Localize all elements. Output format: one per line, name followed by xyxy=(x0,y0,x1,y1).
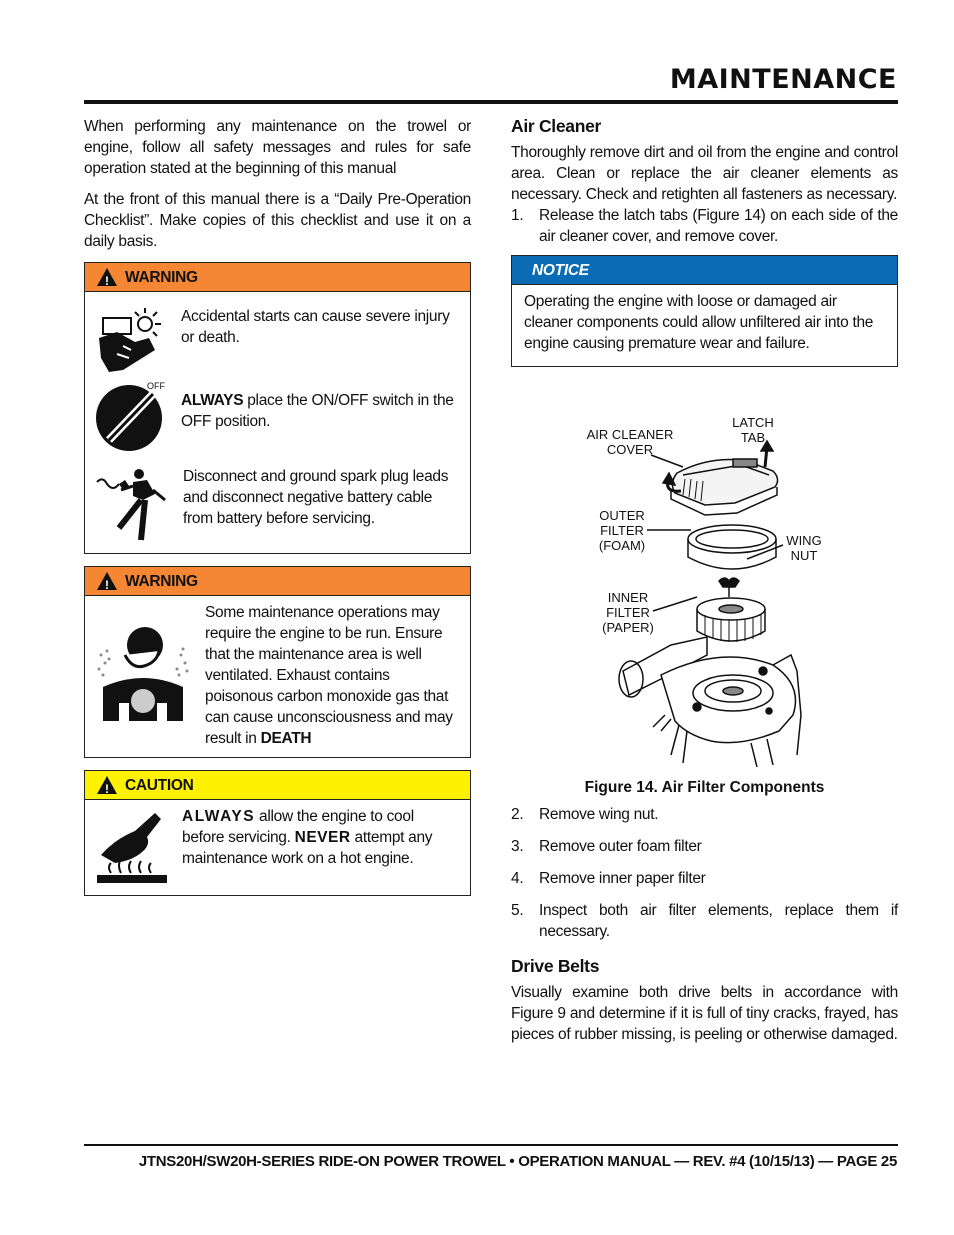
list-item: 2. Remove wing nut. xyxy=(511,806,659,823)
label-wing-nut: WING NUT xyxy=(786,533,822,563)
warning-box-accidental-start xyxy=(84,262,471,554)
caution-header xyxy=(85,771,470,800)
warning-triangle-icon: ! xyxy=(97,268,117,286)
warning-label: WARNING xyxy=(125,572,198,590)
warning-switch-off-text: ALWAYS place the ON/OFF switch in the OFF position. xyxy=(181,392,454,430)
figure-caption: Figure 14. Air Filter Components xyxy=(584,779,825,796)
page-footer: JTNS20H/SW20H-SERIES RIDE-ON POWER TROWEL • OPERATION MANUAL — REV. #4 (10/15/13) — PAGE 25 xyxy=(138,1153,897,1170)
warning-disconnect-text: Disconnect and ground spark plug leads and disconnect negative battery cable from battery before servicing. xyxy=(183,468,449,527)
right-column xyxy=(511,116,898,1045)
air-filter-diagram xyxy=(511,375,898,775)
list-item: 5. Inspect both air filter elements, replace them if necessary. xyxy=(511,902,898,940)
list-item: 4. Remove inner paper filter xyxy=(511,870,706,887)
carbon-monoxide-icon xyxy=(95,625,191,725)
drive-belts-heading: Drive Belts xyxy=(511,956,600,976)
notice-text: Operating the engine with loose or damaged air cleaner components could allow unfiltered air into the engine causing premature wear and failure. xyxy=(524,293,874,352)
spark-plug-disconnect-icon xyxy=(93,466,171,542)
air-cleaner-paragraph: Thoroughly remove dirt and oil from the engine and control area. Clean or replace the air cleaner elements as necessary. Check and retighten all fasteners as necessary. xyxy=(511,144,898,203)
caution-hot-engine-text: ALWAYS allow the engine to cool before servicing. NEVER attempt any maintenance work on a hot engine. xyxy=(182,808,433,867)
warning-triangle-icon: ! xyxy=(97,572,117,590)
accidental-start-icon xyxy=(95,298,165,374)
label-air-cleaner-cover: AIR CLEANER COVER xyxy=(586,427,674,457)
warning-box-exhaust xyxy=(84,566,471,758)
top-rule xyxy=(84,100,898,104)
air-cleaner-heading: Air Cleaner xyxy=(511,116,602,136)
caution-triangle-icon: ! xyxy=(97,776,117,794)
intro-paragraph-2: At the front of this manual there is a “Daily Pre-Operation Checklist”. Make copies of this checklist and use it on a daily basis. xyxy=(84,191,471,250)
air-cleaner-step-list xyxy=(511,205,898,247)
bottom-rule xyxy=(84,1144,898,1146)
list-item: 3. Remove outer foam filter xyxy=(511,838,702,855)
notice-header: NOTICE xyxy=(512,256,897,285)
caution-box-hot-engine xyxy=(84,770,471,896)
intro-paragraph-1: When performing any maintenance on the trowel or engine, follow all safety messages and rules for safe operation stated at the beginning of this manual xyxy=(84,118,471,177)
warning-accidental-start-text: Accidental starts can cause severe injury or death. xyxy=(181,308,450,346)
page-title: MAINTENANCE xyxy=(669,64,897,95)
caution-label: CAUTION xyxy=(125,776,194,794)
label-outer-filter: OUTER FILTER (FOAM) xyxy=(598,508,646,553)
filter-steps-list xyxy=(511,804,898,942)
hot-surface-icon xyxy=(95,809,171,889)
air-filter-figure xyxy=(511,375,898,775)
list-item: 1. Release the latch tabs (Figure 14) on each side of the air cleaner cover, and remove cover. xyxy=(511,207,898,245)
warning-label: WARNING xyxy=(125,268,198,286)
off-label: OFF xyxy=(147,381,165,391)
drive-belts-paragraph: Visually examine both drive belts in accordance with Figure 9 and determine if it is full of tiny cracks, frayed, has pieces of rubber missing, is peeling or otherwise damaged. xyxy=(511,984,898,1043)
warning-header xyxy=(85,567,470,596)
warning-exhaust-text: Some maintenance operations may require the engine to be run. Ensure that the maintenance area is well ventilated. Exhaust contains poisonous carbon monoxide gas that can cause unconsciousness and may result in DEATH xyxy=(205,604,453,747)
warning-header xyxy=(85,263,470,292)
label-inner-filter: INNER FILTER (PAPER) xyxy=(602,590,654,635)
notice-box xyxy=(511,255,898,367)
left-column xyxy=(84,116,471,896)
label-latch-tab: LATCH TAB xyxy=(732,415,774,445)
